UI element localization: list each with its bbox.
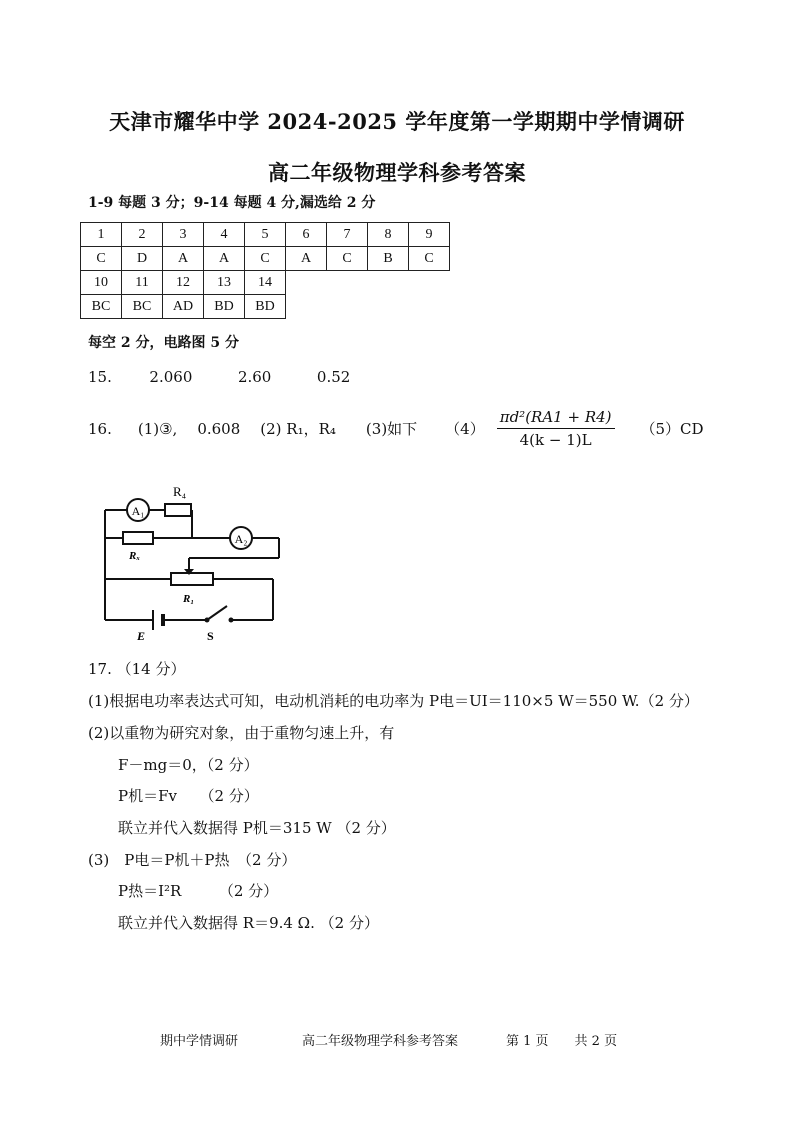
q17-line-4: P机＝Fv （2 分） [118,787,259,805]
table-row [81,247,450,271]
switch-s-label: S [207,629,214,643]
q16-part2: (2) R₁，R₄ [260,420,336,438]
q15-line [88,368,350,386]
resistor-r4-icon [165,504,191,516]
answer-table [80,222,450,319]
resistor-rx-icon [123,532,153,544]
circuit-diagram [95,478,295,648]
table-cell: 11 [122,271,163,295]
resistor-r4-label: R₄ [173,484,187,499]
q17-header: 17. （14 分） [88,660,186,678]
footer-page-number: 第 1 页 共 2 页 [506,1034,618,1049]
switch-contact-icon [229,618,234,623]
q17-line-6: (3) P电＝P机＋P热 （2 分） [88,851,297,869]
q17-line-1: (1)根据电功率表达式可知，电动机消耗的电功率为 P电＝UI＝110×5 W＝550 W.（2 分） [88,692,699,710]
table-cell: A [286,247,327,271]
table-cell: D [122,247,163,271]
q16-part1: (1)③, [137,419,178,438]
table-cell: BC [81,295,122,319]
table-cell: 9 [409,223,450,247]
table-cell: 5 [245,223,286,247]
q16-part4-label: （4） [445,420,485,438]
fill-scoring-note: 每空 2 分，电路图 5 分 [88,335,239,351]
table-cell: A [204,247,245,271]
table-cell: C [327,247,368,271]
ammeter-a2-label: A₂ [234,532,248,546]
q16-formula [497,408,615,449]
q15-label: 15. [88,368,112,386]
q16-part5: （5）CD [640,420,704,438]
footer-middle: 高二年级物理学科参考答案 [302,1034,459,1049]
table-cell: BC [122,295,163,319]
page-subtitle: 高二年级物理学科参考答案 [268,160,526,185]
rheostat-r1-icon [171,573,213,585]
ammeter-a1-label: A₁ [131,504,145,518]
q17-line-8: 联立并代入数据得 R＝9.4 Ω. （2 分） [118,914,379,932]
table-cell: 13 [204,271,245,295]
table-cell: C [409,247,450,271]
table-cell: 6 [286,223,327,247]
formula-numerator: πd²(RA1 + R4) [497,408,615,429]
table-cell: A [163,247,204,271]
rheostat-r1-label: R₁ [183,593,195,605]
q17-line-7: P热＝I²R （2 分） [118,882,279,900]
table-cell: 1 [81,223,122,247]
table-cell: 14 [245,271,286,295]
table-cell: B [368,247,409,271]
table-cell: 3 [163,223,204,247]
q17-line-2: (2)以重物为研究对象，由于重物匀速上升，有 [88,724,395,742]
q16-part1-value: 0.608 [197,419,241,438]
table-cell: BD [204,295,245,319]
q17-line-5: 联立并代入数据得 P机＝315 W （2 分） [118,819,396,837]
table-cell: 7 [327,223,368,247]
table-row [81,223,450,247]
table-row [81,271,286,295]
table-cell: C [81,247,122,271]
switch-contact-icon [205,618,210,623]
q16-label: 16. [88,419,112,438]
table-cell: AD [163,295,204,319]
table-cell: 2 [122,223,163,247]
table-cell: BD [245,295,286,319]
q16-part3: (3)如下 [365,420,418,438]
q17-line-3: F－mg＝0，（2 分） [118,756,259,774]
table-cell: 10 [81,271,122,295]
table-cell: C [245,247,286,271]
table-cell: 8 [368,223,409,247]
resistor-rx-label: Rₓ [129,550,141,562]
formula-denominator: 4(k − 1)L [519,431,592,449]
q16-line [88,408,704,449]
q15-answer-1: 2.060 [149,368,193,386]
q15-answer-3: 0.52 [316,368,351,386]
table-cell: 12 [163,271,204,295]
table-row [81,295,286,319]
table-cell: 4 [204,223,245,247]
footer-left: 期中学情调研 [160,1034,239,1049]
battery-e-label: E [137,629,146,643]
q15-answer-2: 2.60 [237,368,272,386]
choice-scoring-note: 1-9 每题 3 分；9-14 每题 4 分,漏选给 2 分 [88,195,376,211]
page-title: 天津市耀华中学 2024-2025 学年度第一学期期中学情调研 [109,109,685,134]
